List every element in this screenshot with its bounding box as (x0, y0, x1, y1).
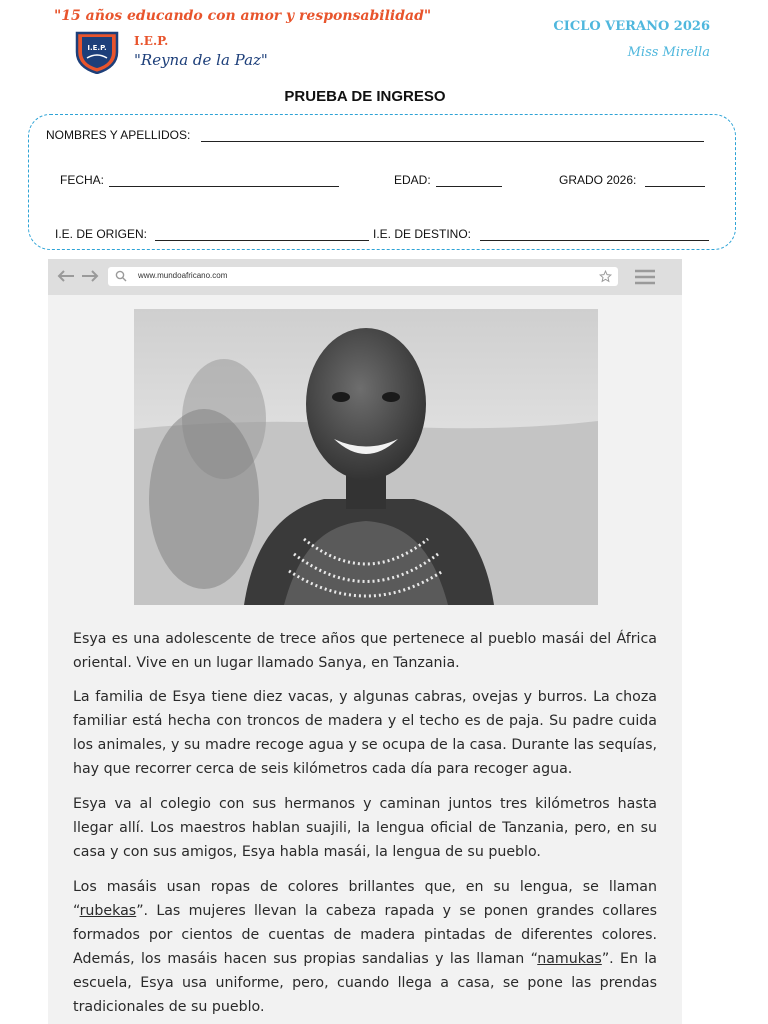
star-icon[interactable] (599, 270, 612, 283)
age-field[interactable] (436, 186, 502, 187)
grade-label: GRADO 2026: (559, 173, 637, 187)
masai-girl-photo (134, 309, 598, 605)
p4-text-b: ”. Las mujeres llevan la cabeza rapada y se ponen grandes collares formados por cientos de cuentas de madera pintadas de diferentes colores. Además, los masáis hacen sus propias sandalias y las llaman “ (73, 903, 657, 967)
arrow-right-icon[interactable] (80, 269, 100, 283)
names-field[interactable] (201, 141, 704, 142)
age-label: EDAD: (394, 173, 431, 187)
school-tagline: "15 años educando con amor y responsabilidad" (54, 8, 432, 24)
url-text: www.mundoafricano.com (138, 271, 228, 280)
page-title: PRUEBA DE INGRESO (284, 88, 446, 105)
grade-field[interactable] (645, 186, 705, 187)
cycle-label: CICLO VERANO 2026 (553, 19, 710, 34)
hamburger-menu-icon[interactable] (634, 269, 656, 285)
school-shield-logo (74, 30, 120, 74)
article-paragraph-2: La familia de Esya tiene diez vacas, y algunas cabras, ovejas y burros. La choza familiar está hecha con troncos de madera y el techo es de paja. Su padre cuida los animales, y su madre recoge agua y se ocupa de la casa. Durante las sequías, hay que recorrer cerca de seis kilómetros cada día para recoger agua. (73, 689, 657, 777)
logo-text: I.E.P. (87, 44, 107, 52)
date-field[interactable] (109, 186, 339, 187)
search-icon (115, 270, 127, 282)
destination-school-field[interactable] (480, 240, 709, 241)
school-prefix: I.E.P. (134, 34, 169, 48)
teacher-name: Miss Mirella (627, 45, 710, 60)
p4-text-a: Los masáis usan ropas de colores brillantes que, en su lengua, se llaman “ (73, 879, 657, 919)
article-paragraph-1: Esya es una adolescente de trece años que pertenece al pueblo masái del África oriental. Vive en un lugar llamado Sanya, en Tanzania. (73, 631, 657, 671)
origin-school-label: I.E. DE ORIGEN: (55, 227, 148, 241)
school-name: "Reyna de la Paz" (134, 51, 268, 69)
article-paragraph-3: Esya va al colegio con sus hermanos y caminan juntos tres kilómetros hasta llegar allí. Los maestros hablan suajili, la lengua oficial de Tanzania, pero, en su casa y con sus amigos, Esya habla masái, la lengua de su pueblo. (73, 796, 657, 860)
browser-toolbar (48, 259, 682, 295)
date-label: FECHA: (60, 173, 105, 187)
term-rubekas: rubekas (79, 903, 137, 919)
names-label: NOMBRES Y APELLIDOS: (46, 128, 191, 142)
p4-text-c: ”. En la escuela, Esya usa uniforme, pero, cuando llega a casa, se pone las prendas tradicionales de su pueblo. (73, 951, 657, 1015)
arrow-left-icon[interactable] (56, 269, 76, 283)
origin-school-field[interactable] (155, 240, 369, 241)
term-namukas: namukas (537, 951, 602, 967)
browser-mockup (48, 259, 682, 1024)
article-paragraph-4 (73, 875, 657, 1019)
destination-school-label: I.E. DE DESTINO: (373, 227, 472, 241)
